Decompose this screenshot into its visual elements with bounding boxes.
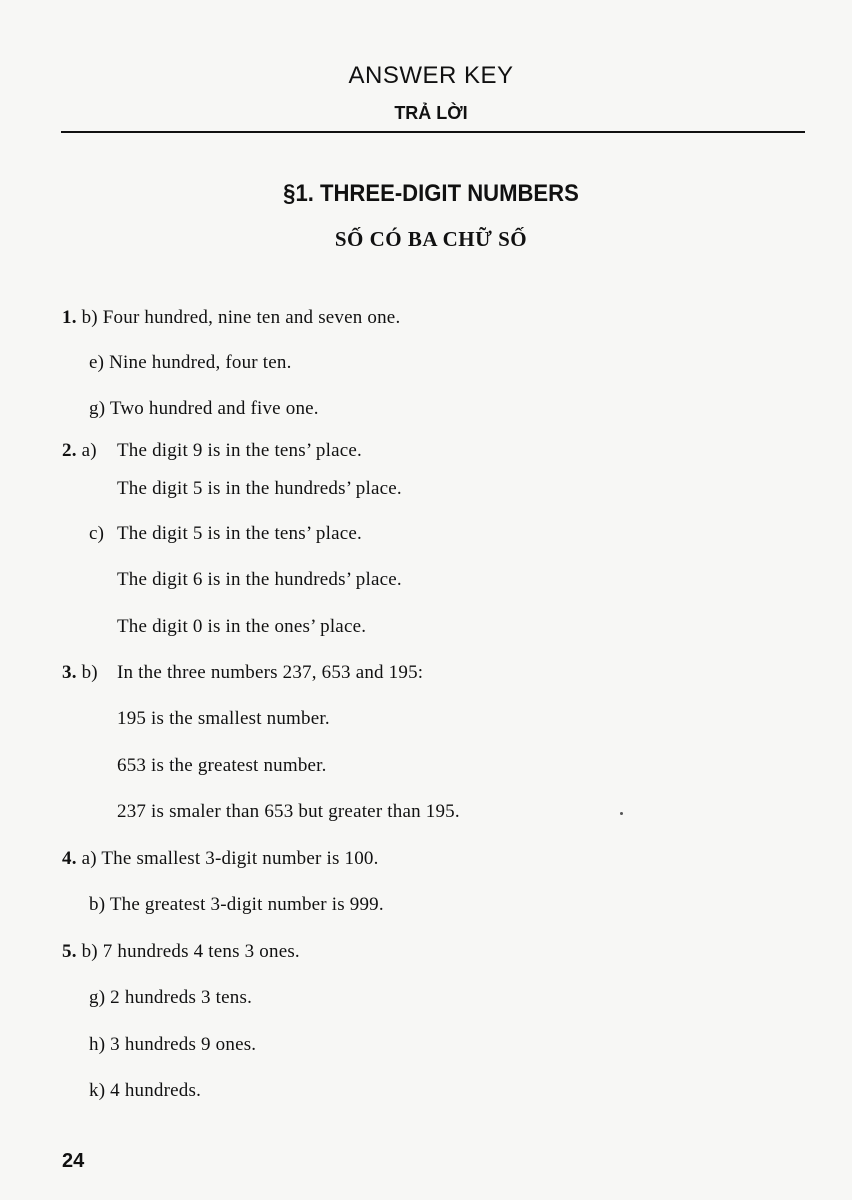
scan-speck — [620, 812, 623, 815]
answer-5k: k) 4 hundreds. — [89, 1080, 202, 1101]
answer-2c-line-2: The digit 6 is in the hundreds’ place. — [117, 569, 402, 590]
answer-3b-line-1: In the three numbers 237, 653 and 195: — [117, 662, 424, 683]
question-number-1: 1. — [62, 307, 77, 328]
answer-3b-line-4: 237 is smaler than 653 but greater than 195. — [117, 801, 460, 822]
answer-5h: h) 3 hundreds 9 ones. — [89, 1034, 257, 1055]
answer-2a-label: a) — [81, 440, 97, 461]
answer-5b-text: b) 7 hundreds 4 tens 3 ones. — [81, 941, 300, 962]
page-number: 24 — [62, 1150, 85, 1172]
answer-3b-label: b) — [81, 662, 98, 683]
section-title: §1. THREE-DIGIT NUMBERS — [283, 180, 579, 207]
question-number-4: 4. — [62, 848, 77, 869]
header-subtitle: TRẢ LỜI — [394, 103, 468, 123]
answer-2a-line-1: The digit 9 is in the tens’ place. — [117, 440, 362, 461]
answer-4a — [62, 848, 379, 870]
question-number-3: 3. — [62, 662, 77, 683]
answer-5g: g) 2 hundreds 3 tens. — [89, 987, 253, 1008]
answer-2c-line-3: The digit 0 is in the ones’ place. — [117, 616, 367, 637]
answer-5b — [62, 941, 300, 963]
answer-1g: g) Two hundred and five one. — [89, 398, 319, 419]
answer-1e: e) Nine hundred, four ten. — [89, 352, 292, 373]
answer-2a-line-2: The digit 5 is in the hundreds’ place. — [117, 478, 402, 499]
header-divider — [61, 131, 805, 133]
question-number-2: 2. — [62, 440, 77, 461]
question-number-5: 5. — [62, 941, 77, 962]
answer-2c-line-1: The digit 5 is in the tens’ place. — [117, 523, 362, 544]
section-subtitle: SỐ CÓ BA CHỮ SỐ — [334, 227, 528, 251]
answer-3b — [62, 662, 98, 684]
answer-4a-text: a) The smallest 3-digit number is 100. — [81, 848, 379, 869]
answer-3b-line-2: 195 is the smallest number. — [117, 708, 330, 729]
answer-2c-label: c) — [89, 523, 105, 544]
header-title: ANSWER KEY — [348, 62, 514, 89]
answer-1b-text: b) Four hundred, nine ten and seven one. — [81, 307, 401, 328]
answer-4b: b) The greatest 3-digit number is 999. — [89, 894, 384, 915]
answer-3b-line-3: 653 is the greatest number. — [117, 755, 327, 776]
answer-2a — [62, 440, 97, 462]
answer-1b — [62, 307, 400, 329]
